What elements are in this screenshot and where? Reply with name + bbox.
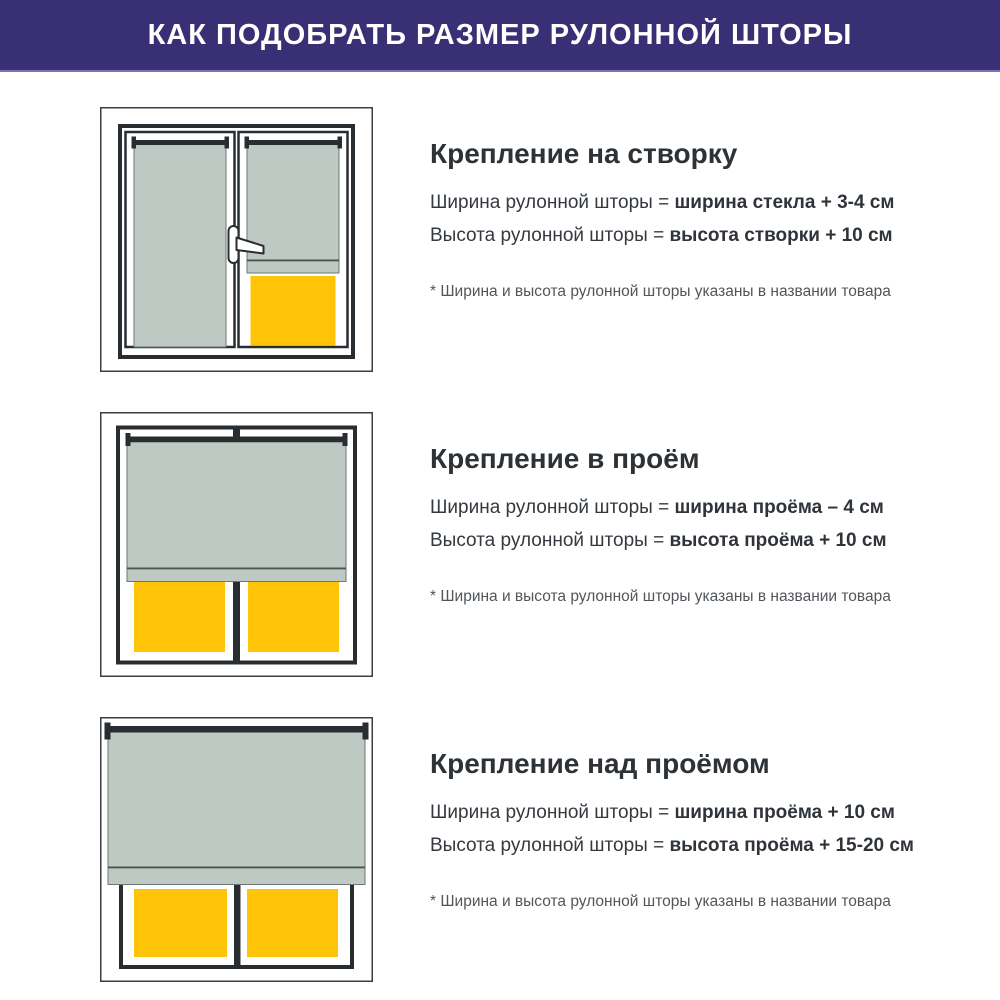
formula-value: ширина стекла + 3-4 см [674, 191, 895, 213]
formula-label: Высота рулонной шторы = [430, 529, 670, 551]
width-formula [430, 186, 1000, 219]
blind-bottom-rail [247, 261, 339, 273]
blind-fabric-right [247, 144, 339, 260]
section-heading: Крепление на створку [430, 138, 738, 169]
glass-area-left [134, 889, 227, 957]
formula-list [430, 796, 1000, 862]
formula-label: Ширина рулонной шторы = [430, 191, 675, 213]
section-heading: Крепление в проём [430, 443, 700, 474]
blind-fabric [127, 442, 346, 568]
in-opening-window-diagram [100, 412, 373, 677]
footnote: * Ширина и высота рулонной шторы указаны в названии товара [430, 587, 891, 605]
blind-fabric [108, 732, 365, 867]
formula-label: Ширина рулонной шторы = [430, 496, 675, 518]
formula-value: высота створки + 10 см [669, 224, 893, 246]
section-in-opening [100, 412, 1000, 677]
section-heading: Крепление над проёмом [430, 748, 770, 779]
footnote: * Ширина и высота рулонной шторы указаны в названии товара [430, 282, 891, 300]
glass-area-right [248, 582, 339, 652]
section-text [430, 717, 1000, 982]
width-formula [430, 491, 1000, 524]
formula-value: высота проёма + 15-20 см [669, 834, 914, 856]
formula-value: ширина проёма – 4 см [674, 496, 884, 518]
height-formula [430, 219, 1000, 252]
height-formula [430, 524, 1000, 557]
section-text [430, 107, 1000, 372]
formula-value: высота проёма + 10 см [669, 529, 887, 551]
blind-bottom-rail [108, 868, 365, 885]
height-formula [430, 829, 1000, 862]
blind-bottom-rail [127, 569, 346, 582]
formula-label: Ширина рулонной шторы = [430, 801, 675, 823]
section-above-opening [100, 717, 1000, 982]
glass-area-left [134, 582, 225, 652]
sash-mount-window-diagram [100, 107, 373, 372]
formula-value: ширина проёма + 10 см [674, 801, 895, 823]
section-sash-mount [100, 107, 1000, 372]
formula-list [430, 186, 1000, 252]
glass-area [251, 276, 336, 346]
footnote: * Ширина и высота рулонной шторы указаны в названии товара [430, 892, 891, 910]
formula-label: Высота рулонной шторы = [430, 224, 670, 246]
formula-list [430, 491, 1000, 557]
formula-label: Высота рулонной шторы = [430, 834, 670, 856]
header-banner [0, 0, 1000, 72]
width-formula [430, 796, 1000, 829]
blind-fabric-left [134, 144, 226, 347]
page-title: КАК ПОДОБРАТЬ РАЗМЕР РУЛОННОЙ ШТОРЫ [147, 18, 853, 51]
glass-area-right [247, 889, 338, 957]
section-text [430, 412, 1000, 677]
above-opening-window-diagram [100, 717, 373, 982]
